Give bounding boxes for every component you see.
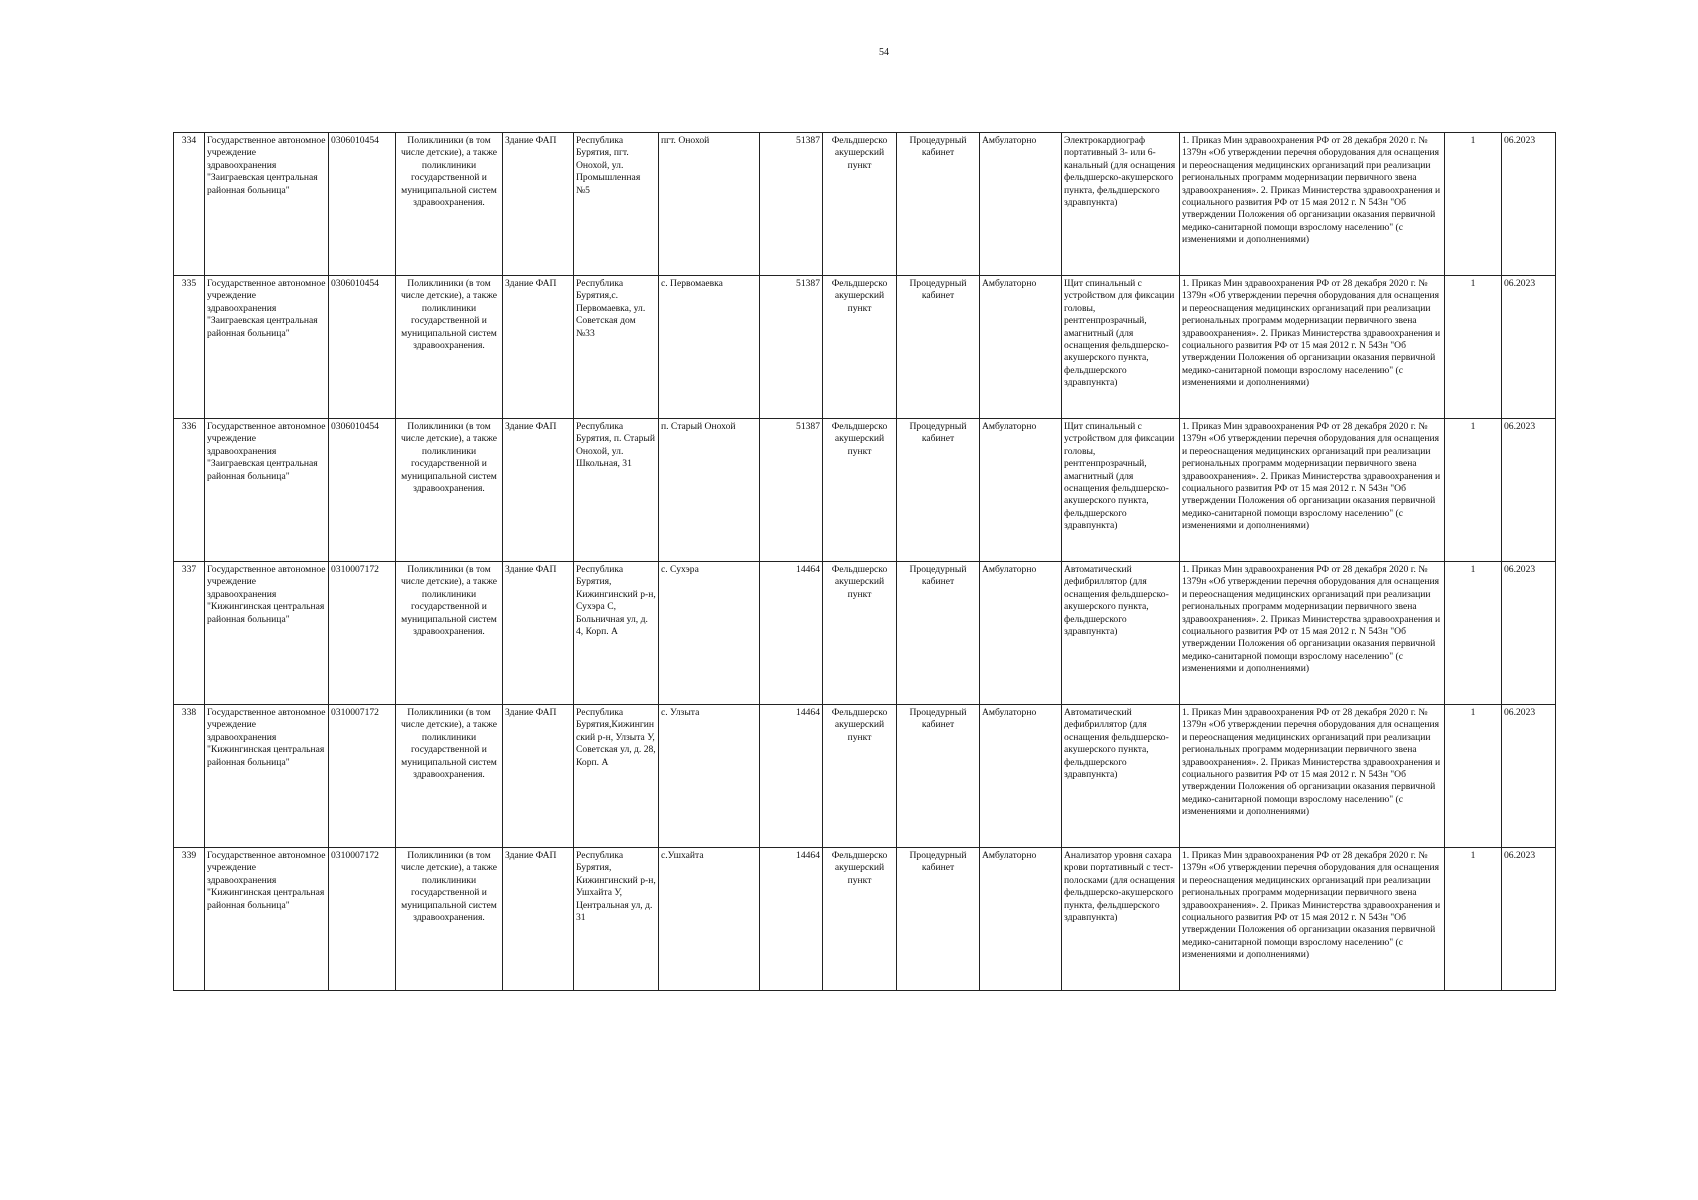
facility-type-cell: Поликлиники (в том числе детские), а также поликлиники государственной и муниципальной систем здравоохранения. bbox=[396, 562, 503, 705]
building-cell: Здание ФАП bbox=[503, 705, 574, 848]
organization-cell: Государственное автономное учреждение здравоохранения "Кижингинская центральная районная больница" bbox=[205, 705, 329, 848]
care-form-cell: Амбулаторно bbox=[980, 419, 1062, 562]
equipment-registry-table bbox=[173, 132, 1556, 991]
date-cell: 06.2023 bbox=[1502, 133, 1556, 276]
quantity-cell: 1 bbox=[1445, 705, 1502, 848]
building-cell: Здание ФАП bbox=[503, 276, 574, 419]
care-form-cell: Амбулаторно bbox=[980, 562, 1062, 705]
locality-cell: с.Ушхайта bbox=[659, 848, 760, 991]
table-row bbox=[174, 419, 1556, 562]
legal-basis-cell: 1. Приказ Мин здравоохранения РФ от 28 декабря 2020 г. № 1379н «Об утверждении перечня оборудования для оснащения и переоснащения медицинских организаций при реализации региональных программ модернизации первичного звена здравоохранения». 2. Приказ Министерства здравоохранения и социального развития РФ от 15 мая 2012 г. N 543н "Об утверждении Положения об организации оказания первичной медико-санитарной помощи взрослому населению" (с изменениями и дополнениями) bbox=[1180, 562, 1445, 705]
organization-cell: Государственное автономное учреждение здравоохранения "Кижингинская центральная районная больница" bbox=[205, 562, 329, 705]
care-form-cell: Амбулаторно bbox=[980, 276, 1062, 419]
row-number-cell: 339 bbox=[174, 848, 205, 991]
unit-kind-cell: Фельдшерско акушерский пункт bbox=[823, 705, 897, 848]
quantity-cell: 1 bbox=[1445, 562, 1502, 705]
facility-type-cell: Поликлиники (в том числе детские), а также поликлиники государственной и муниципальной систем здравоохранения. bbox=[396, 133, 503, 276]
building-cell: Здание ФАП bbox=[503, 562, 574, 705]
quantity-cell: 1 bbox=[1445, 848, 1502, 991]
inn-cell: 0306010454 bbox=[329, 419, 396, 562]
date-cell: 06.2023 bbox=[1502, 848, 1556, 991]
legal-basis-cell: 1. Приказ Мин здравоохранения РФ от 28 декабря 2020 г. № 1379н «Об утверждении перечня оборудования для оснащения и переоснащения медицинских организаций при реализации региональных программ модернизации первичного звена здравоохранения». 2. Приказ Министерства здравоохранения и социального развития РФ от 15 мая 2012 г. N 543н "Об утверждении Положения об организации оказания первичной медико-санитарной помощи взрослому населению" (с изменениями и дополнениями) bbox=[1180, 276, 1445, 419]
table-row bbox=[174, 705, 1556, 848]
inn-cell: 0310007172 bbox=[329, 562, 396, 705]
address-cell: Республика Бурятия,Кижингинский р-н, Улзыта У, Советская ул, д. 28, Корп. А bbox=[574, 705, 659, 848]
table-body bbox=[174, 133, 1556, 991]
equipment-cell: Автоматический дефибриллятор (для оснащения фельдшерско-акушерского пункта, фельдшерского здравпункта) bbox=[1062, 562, 1180, 705]
quantity-cell: 1 bbox=[1445, 276, 1502, 419]
code-cell: 51387 bbox=[760, 276, 823, 419]
organization-cell: Государственное автономное учреждение здравоохранения "Кижингинская центральная районная больница" bbox=[205, 848, 329, 991]
room-cell: Процедурный кабинет bbox=[897, 419, 980, 562]
code-cell: 14464 bbox=[760, 848, 823, 991]
locality-cell: п. Старый Онохой bbox=[659, 419, 760, 562]
table-row bbox=[174, 276, 1556, 419]
room-cell: Процедурный кабинет bbox=[897, 848, 980, 991]
row-number-cell: 334 bbox=[174, 133, 205, 276]
equipment-cell: Щит спинальный с устройством для фиксации головы, рентгенпрозрачный, амагнитный (для оснащения фельдшерско-акушерского пункта, фельдшерского здравпункта) bbox=[1062, 419, 1180, 562]
code-cell: 14464 bbox=[760, 562, 823, 705]
unit-kind-cell: Фельдшерско акушерский пункт bbox=[823, 848, 897, 991]
unit-kind-cell: Фельдшерско акушерский пункт bbox=[823, 419, 897, 562]
organization-cell: Государственное автономное учреждение здравоохранения "Заиграевская центральная районная больница" bbox=[205, 276, 329, 419]
date-cell: 06.2023 bbox=[1502, 562, 1556, 705]
quantity-cell: 1 bbox=[1445, 419, 1502, 562]
quantity-cell: 1 bbox=[1445, 133, 1502, 276]
table-row bbox=[174, 848, 1556, 991]
building-cell: Здание ФАП bbox=[503, 133, 574, 276]
legal-basis-cell: 1. Приказ Мин здравоохранения РФ от 28 декабря 2020 г. № 1379н «Об утверждении перечня оборудования для оснащения и переоснащения медицинских организаций при реализации региональных программ модернизации первичного звена здравоохранения». 2. Приказ Министерства здравоохранения и социального развития РФ от 15 мая 2012 г. N 543н "Об утверждении Положения об организации оказания первичной медико-санитарной помощи взрослому населению" (с изменениями и дополнениями) bbox=[1180, 133, 1445, 276]
building-cell: Здание ФАП bbox=[503, 419, 574, 562]
code-cell: 51387 bbox=[760, 419, 823, 562]
room-cell: Процедурный кабинет bbox=[897, 705, 980, 848]
date-cell: 06.2023 bbox=[1502, 705, 1556, 848]
inn-cell: 0310007172 bbox=[329, 848, 396, 991]
legal-basis-cell: 1. Приказ Мин здравоохранения РФ от 28 декабря 2020 г. № 1379н «Об утверждении перечня оборудования для оснащения и переоснащения медицинских организаций при реализации региональных программ модернизации первичного звена здравоохранения». 2. Приказ Министерства здравоохранения и социального развития РФ от 15 мая 2012 г. N 543н "Об утверждении Положения об организации оказания первичной медико-санитарной помощи взрослому населению" (с изменениями и дополнениями) bbox=[1180, 848, 1445, 991]
care-form-cell: Амбулаторно bbox=[980, 133, 1062, 276]
date-cell: 06.2023 bbox=[1502, 276, 1556, 419]
code-cell: 51387 bbox=[760, 133, 823, 276]
unit-kind-cell: Фельдшерско акушерский пункт bbox=[823, 562, 897, 705]
address-cell: Республика Бурятия, Кижингинский р-н, Ушхайта У, Центральная ул, д. 31 bbox=[574, 848, 659, 991]
organization-cell: Государственное автономное учреждение здравоохранения "Заиграевская центральная районная больница" bbox=[205, 419, 329, 562]
equipment-cell: Электрокардиограф портативный 3- или 6-канальный (для оснащения фельдшерско-акушерского пункта, фельдшерского здравпункта) bbox=[1062, 133, 1180, 276]
row-number-cell: 336 bbox=[174, 419, 205, 562]
room-cell: Процедурный кабинет bbox=[897, 276, 980, 419]
equipment-cell: Автоматический дефибриллятор (для оснащения фельдшерско-акушерского пункта, фельдшерского здравпункта) bbox=[1062, 705, 1180, 848]
care-form-cell: Амбулаторно bbox=[980, 705, 1062, 848]
facility-type-cell: Поликлиники (в том числе детские), а также поликлиники государственной и муниципальной систем здравоохранения. bbox=[396, 276, 503, 419]
inn-cell: 0306010454 bbox=[329, 133, 396, 276]
room-cell: Процедурный кабинет bbox=[897, 133, 980, 276]
row-number-cell: 338 bbox=[174, 705, 205, 848]
unit-kind-cell: Фельдшерско акушерский пункт bbox=[823, 276, 897, 419]
locality-cell: с. Первомаевка bbox=[659, 276, 760, 419]
facility-type-cell: Поликлиники (в том числе детские), а также поликлиники государственной и муниципальной систем здравоохранения. bbox=[396, 705, 503, 848]
address-cell: Республика Бурятия, п. Старый Онохой, ул. Школьная, 31 bbox=[574, 419, 659, 562]
address-cell: Республика Бурятия, пгт. Онохой, ул. Промышленная №5 bbox=[574, 133, 659, 276]
facility-type-cell: Поликлиники (в том числе детские), а также поликлиники государственной и муниципальной систем здравоохранения. bbox=[396, 848, 503, 991]
locality-cell: пгт. Онохой bbox=[659, 133, 760, 276]
building-cell: Здание ФАП bbox=[503, 848, 574, 991]
row-number-cell: 335 bbox=[174, 276, 205, 419]
locality-cell: с. Сухэра bbox=[659, 562, 760, 705]
page-number: 54 bbox=[879, 47, 889, 58]
row-number-cell: 337 bbox=[174, 562, 205, 705]
equipment-cell: Щит спинальный с устройством для фиксации головы, рентгенпрозрачный, амагнитный (для оснащения фельдшерско-акушерского пункта, фельдшерского здравпункта) bbox=[1062, 276, 1180, 419]
date-cell: 06.2023 bbox=[1502, 419, 1556, 562]
room-cell: Процедурный кабинет bbox=[897, 562, 980, 705]
facility-type-cell: Поликлиники (в том числе детские), а также поликлиники государственной и муниципальной систем здравоохранения. bbox=[396, 419, 503, 562]
table-row bbox=[174, 133, 1556, 276]
legal-basis-cell: 1. Приказ Мин здравоохранения РФ от 28 декабря 2020 г. № 1379н «Об утверждении перечня оборудования для оснащения и переоснащения медицинских организаций при реализации региональных программ модернизации первичного звена здравоохранения». 2. Приказ Министерства здравоохранения и социального развития РФ от 15 мая 2012 г. N 543н "Об утверждении Положения об организации оказания первичной медико-санитарной помощи взрослому населению" (с изменениями и дополнениями) bbox=[1180, 705, 1445, 848]
address-cell: Республика Бурятия,с. Первомаевка, ул. Советская дом №33 bbox=[574, 276, 659, 419]
organization-cell: Государственное автономное учреждение здравоохранения "Заиграевская центральная районная больница" bbox=[205, 133, 329, 276]
table-row bbox=[174, 562, 1556, 705]
inn-cell: 0306010454 bbox=[329, 276, 396, 419]
locality-cell: с. Улзыта bbox=[659, 705, 760, 848]
address-cell: Республика Бурятия, Кижингинский р-н, Сухэра С, Больничная ул, д. 4, Корп. А bbox=[574, 562, 659, 705]
unit-kind-cell: Фельдшерско акушерский пункт bbox=[823, 133, 897, 276]
legal-basis-cell: 1. Приказ Мин здравоохранения РФ от 28 декабря 2020 г. № 1379н «Об утверждении перечня оборудования для оснащения и переоснащения медицинских организаций при реализации региональных программ модернизации первичного звена здравоохранения». 2. Приказ Министерства здравоохранения и социального развития РФ от 15 мая 2012 г. N 543н "Об утверждении Положения об организации оказания первичной медико-санитарной помощи взрослому населению" (с изменениями и дополнениями) bbox=[1180, 419, 1445, 562]
code-cell: 14464 bbox=[760, 705, 823, 848]
inn-cell: 0310007172 bbox=[329, 705, 396, 848]
care-form-cell: Амбулаторно bbox=[980, 848, 1062, 991]
equipment-cell: Анализатор уровня сахара крови портативный с тест-полосками (для оснащения фельдшерско-акушерского пункта, фельдшерского здравпункта) bbox=[1062, 848, 1180, 991]
